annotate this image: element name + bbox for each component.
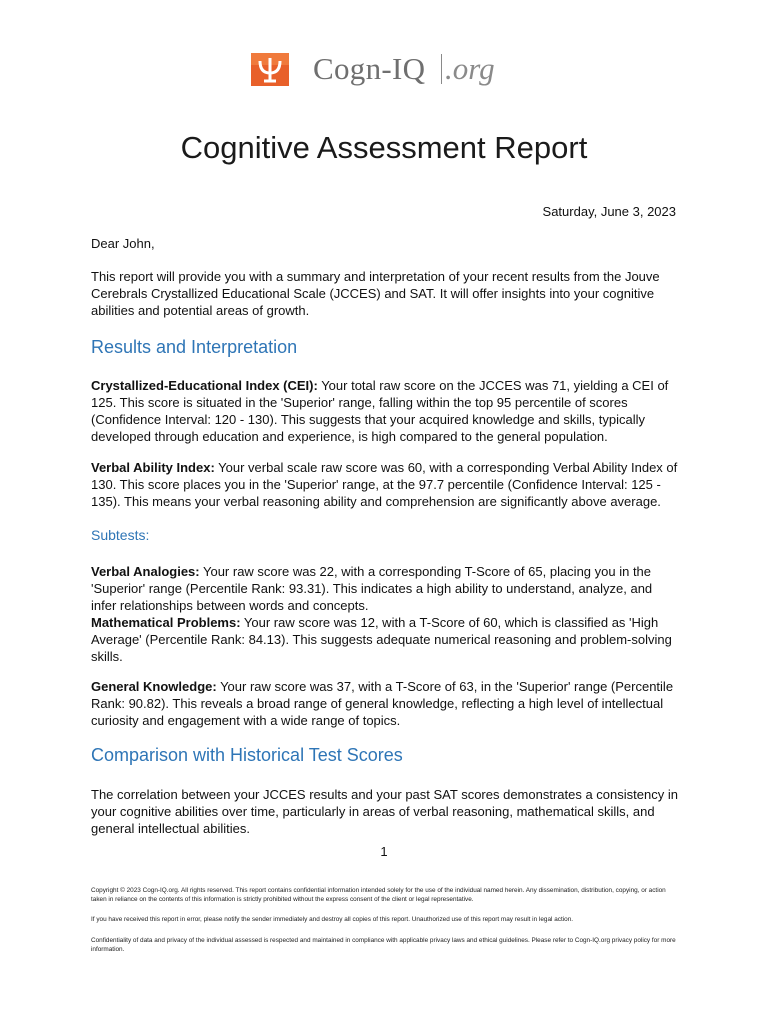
cei-text: Your total raw score on the JCCES was 71, yielding a CEI of 125. This score is situated in the 'Superior' range, falling within the top 95 percentile of scores (Confidence Interval: 120 - 130). This suggests that your acquired knowledge and skills, typically developed through education and experience, is high compared to the general population. bbox=[91, 378, 669, 444]
logo bbox=[0, 50, 768, 90]
footer-privacy bbox=[91, 936, 681, 954]
footer-error-notice bbox=[91, 915, 681, 924]
salutation bbox=[91, 235, 681, 252]
intro-text: This report will provide you with a summary and interpretation of your recent results from the Jouve Cerebrals Crystallized Educational Scale (JCCES) and SAT. It will offer insights into your cognitive abilities and potential areas of growth. bbox=[91, 269, 660, 318]
intro bbox=[91, 268, 681, 319]
verbal-analogies-text: Your raw score was 22, with a corresponding T-Score of 65, placing you in the 'Superior' range (Percentile Rank: 93.31). This indicates a high ability to understand, analyze, and infer relationships between words and concepts. bbox=[91, 564, 653, 613]
vai-text: Your verbal scale raw score was 60, with a corresponding Verbal Ability Index of 130. This score places you in the 'Superior' range, at the 97.7 percentile (Confidence Interval: 125 - 135). This means your verbal reasoning ability and comprehension are significantly above average. bbox=[91, 460, 678, 509]
general-knowledge-label: General Knowledge: bbox=[91, 679, 217, 694]
footer-copyright-text: Copyright © 2023 Cogn-IQ.org. All rights reserved. This report contains confidential information intended solely for the use of the individual named herein. Any dissemination, distribution, copying, or action taken in reliance on the contents of this information is strictly prohibited without the express consent of the client or legal representative. bbox=[91, 887, 666, 903]
vai-paragraph bbox=[91, 459, 681, 510]
vai-label: Verbal Ability Index: bbox=[91, 460, 215, 475]
subtests-heading: Subtests: bbox=[91, 527, 150, 543]
math-problems-paragraph bbox=[91, 614, 681, 665]
salutation-text: Dear John, bbox=[91, 236, 155, 251]
page-title: Cognitive Assessment Report bbox=[180, 130, 588, 165]
math-problems-text: Your raw score was 12, with a T-Score of 60, which is classified as 'High Average' (Percentile Rank: 84.13). This suggests adequate numerical reasoning and problem-solving skills. bbox=[91, 615, 672, 664]
report-date: Saturday, June 3, 2023 bbox=[542, 204, 676, 219]
verbal-analogies-label: Verbal Analogies: bbox=[91, 564, 200, 579]
cei-paragraph bbox=[91, 377, 681, 445]
footer-error-text: If you have received this report in error, please notify the sender immediately and destroy all copies of this report. Unauthorized use of this report may result in legal action. bbox=[91, 916, 574, 923]
footer-privacy-text: Confidentiality of data and privacy of the individual assessed is respected and maintained in compliance with applicable privacy laws and ethical guidelines. Please refer to Cogn-IQ.org privacy policy for more information. bbox=[91, 937, 676, 953]
subtests-block bbox=[91, 563, 681, 665]
logo-divider bbox=[441, 54, 442, 84]
footer-copyright bbox=[91, 886, 681, 904]
logo-tld: .org bbox=[445, 51, 495, 86]
math-problems-label: Mathematical Problems: bbox=[91, 615, 241, 630]
comparison-paragraph bbox=[91, 786, 681, 837]
general-knowledge-paragraph bbox=[91, 678, 681, 729]
results-heading: Results and Interpretation bbox=[91, 337, 298, 357]
page-number: 1 bbox=[380, 844, 388, 859]
general-knowledge-text: Your raw score was 37, with a T-Score of 63, in the 'Superior' range (Percentile Rank: 90.82). This reveals a broad range of general knowledge, reflecting a high level of intellectual curiosity and engagement with a wide range of topics. bbox=[91, 679, 674, 728]
comparison-text: The correlation between your JCCES results and your past SAT scores demonstrates a consistency in your cognitive abilities over time, particularly in areas of verbal reasoning, mathematical skills, and general intellectual abilities. bbox=[91, 787, 678, 836]
logo-brand: Cogn-IQ bbox=[313, 51, 426, 86]
cei-label: Crystallized-Educational Index (CEI): bbox=[91, 378, 318, 393]
comparison-heading: Comparison with Historical Test Scores bbox=[91, 745, 403, 765]
psi-icon bbox=[251, 53, 289, 86]
verbal-analogies-paragraph bbox=[91, 563, 681, 614]
